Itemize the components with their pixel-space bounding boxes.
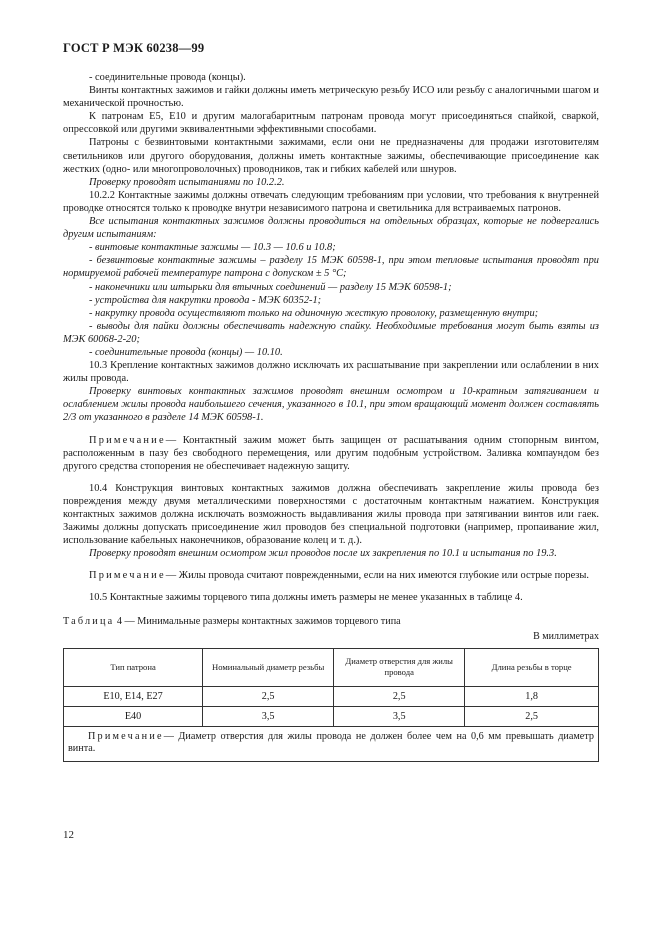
paragraph: Проверку проводят испытаниями по 10.2.2.: [89, 176, 285, 188]
table-units: В миллиметрах: [533, 630, 599, 642]
table-header-row: [64, 648, 599, 686]
list-item: - соединительные провода (концы) — 10.10.: [89, 346, 283, 358]
paragraph: - соединительные провода (концы).: [89, 72, 246, 83]
table-row: [64, 686, 599, 706]
paragraph: К патронам E5, E10 и другим малогабаритным патронам провода могут присоединяться спайкой, сваркой, опрессовкой или другими эквивалентными эффективными способами.: [63, 111, 599, 136]
table-note-row: [64, 726, 599, 761]
table-cell: 2,5: [334, 686, 465, 706]
paragraph: Патроны с безвинтовыми контактными зажимами, если они не предназначены для продажи изготовителям светильников или другого оборудования, должны иметь контактные зажимы, обеспечивающие присоединение как жестких (одно- или многопроволочных) проводников, так и гибких кабелей или шнуров.: [63, 137, 599, 175]
list-item: - безвинтовые контактные зажимы – разделу 15 МЭК 60598-1, при этом тепловые испытания проводят при нормируемой рабочей температуре патрона с допуском ± 5 °С;: [63, 255, 599, 280]
note: [63, 434, 599, 473]
table-4: [63, 648, 599, 762]
table-cell: 3,5: [334, 706, 465, 726]
table-cell: 2,5: [465, 706, 599, 726]
paragraph: Проверку винтовых контактных зажимов проводят внешним осмотром и 10-кратным затягиванием и ослаблением жилы провода наибольшего сечения, указанного в 10.1, при этом вращающий момент должен составлять 2/3 от указанного в разделе 14 МЭК 60598-1.: [63, 386, 599, 424]
paragraph: Винты контактных зажимов и гайки должны иметь метрическую резьбу ИСО или резьбу с аналогичными шагом и механической прочностью.: [63, 85, 599, 110]
list-item: - накрутку провода осуществляют только на одиночную жесткую проволоку, размещенную внутри;: [89, 307, 539, 319]
table-row: [64, 706, 599, 726]
table-cell: 3,5: [203, 706, 334, 726]
table-cell: 1,8: [465, 686, 599, 706]
table-cell: E10, E14, E27: [64, 686, 203, 706]
note-text: — Диаметр отверстия для жилы провода не должен более чем на 0,6 мм превышать диаметр винта.: [68, 730, 594, 755]
column-header: Номинальный диаметр резьбы: [203, 648, 334, 686]
paragraph: Проверку проводят внешним осмотром жил проводов после их закрепления по 10.1 и испытания по 19.3.: [89, 548, 557, 560]
column-header: Тип патрона: [64, 648, 203, 686]
note-label: Примечание: [88, 730, 164, 742]
page-number: 12: [63, 829, 74, 841]
paragraph: 10.3 Крепление контактных зажимов должно исключать их расшатывание при закреплении или ослаблении в них жилы провода.: [63, 360, 599, 385]
note-text: — Контактный зажим может быть защищен от расшатывания одним стопорным винтом, расположенным в пазу без свободного перемещения, или другим подобным устройством. Заливка компаундом без другого средства стопорения не обеспечивает надежную защиту.: [63, 434, 599, 472]
table-caption-label: Таблица: [63, 615, 115, 627]
paragraph: 10.2.2 Контактные зажимы должны отвечать следующим требованиям при условии, что требования к внутренней проводке относятся только к проводке внутри независимого патрона и светильника для встраиваемых патронов.: [63, 189, 599, 214]
list-item: - винтовые контактные зажимы — 10.3 — 10.6 и 10.8;: [89, 242, 336, 254]
table-cell: E40: [64, 706, 203, 726]
column-header: Диаметр отверстия для жилы провода: [334, 648, 465, 686]
list-item: - устройства для накрутки провода - МЭК 60352-1;: [89, 294, 322, 306]
column-header: Длина резьбы в торце: [465, 648, 599, 686]
document-body: [63, 71, 599, 762]
paragraph: 10.5 Контактные зажимы торцевого типа должны иметь размеры не менее указанных в таблице 4.: [89, 592, 523, 604]
note-label: Примечание: [89, 570, 166, 582]
note-label: Примечание: [89, 434, 166, 446]
note: [63, 569, 599, 582]
paragraph: 10.4 Конструкция винтовых контактных зажимов должна обеспечивать закрепление жилы провода без повреждения между двумя металлическими поверхностями с достаточным контактным нажатием. Конструкция контактных зажимов должна исключать возможность выдавливания жилы провода при затягивании винтов или гаек. Зажимы должны допускать присоединение жил проводов без специальной подготовки (например, пропаивание жил, использование кабельных наконечников, образование колец и т. д.).: [63, 482, 599, 547]
list-item: - выводы для пайки должны обеспечивать надежную спайку. Необходимые требования могут быть взяты из МЭК 60068-2-20;: [63, 320, 599, 345]
note-text: — Жилы провода считают поврежденными, если на них имеются глубокие или острые порезы.: [165, 570, 589, 582]
table-note: [64, 726, 599, 761]
table-caption-text: 4 — Минимальные размеры контактных зажимов торцевого типа: [116, 615, 401, 627]
paragraph: Все испытания контактных зажимов должны проводиться на отдельных образцах, которые не подвергались другим испытаниям:: [63, 216, 599, 241]
table-caption: [63, 615, 599, 628]
document-header: ГОСТ Р МЭК 60238—99: [63, 41, 205, 55]
list-item: - наконечники или штырьки для втычных соединений — разделу 15 МЭК 60598-1;: [89, 281, 452, 293]
table-cell: 2,5: [203, 686, 334, 706]
